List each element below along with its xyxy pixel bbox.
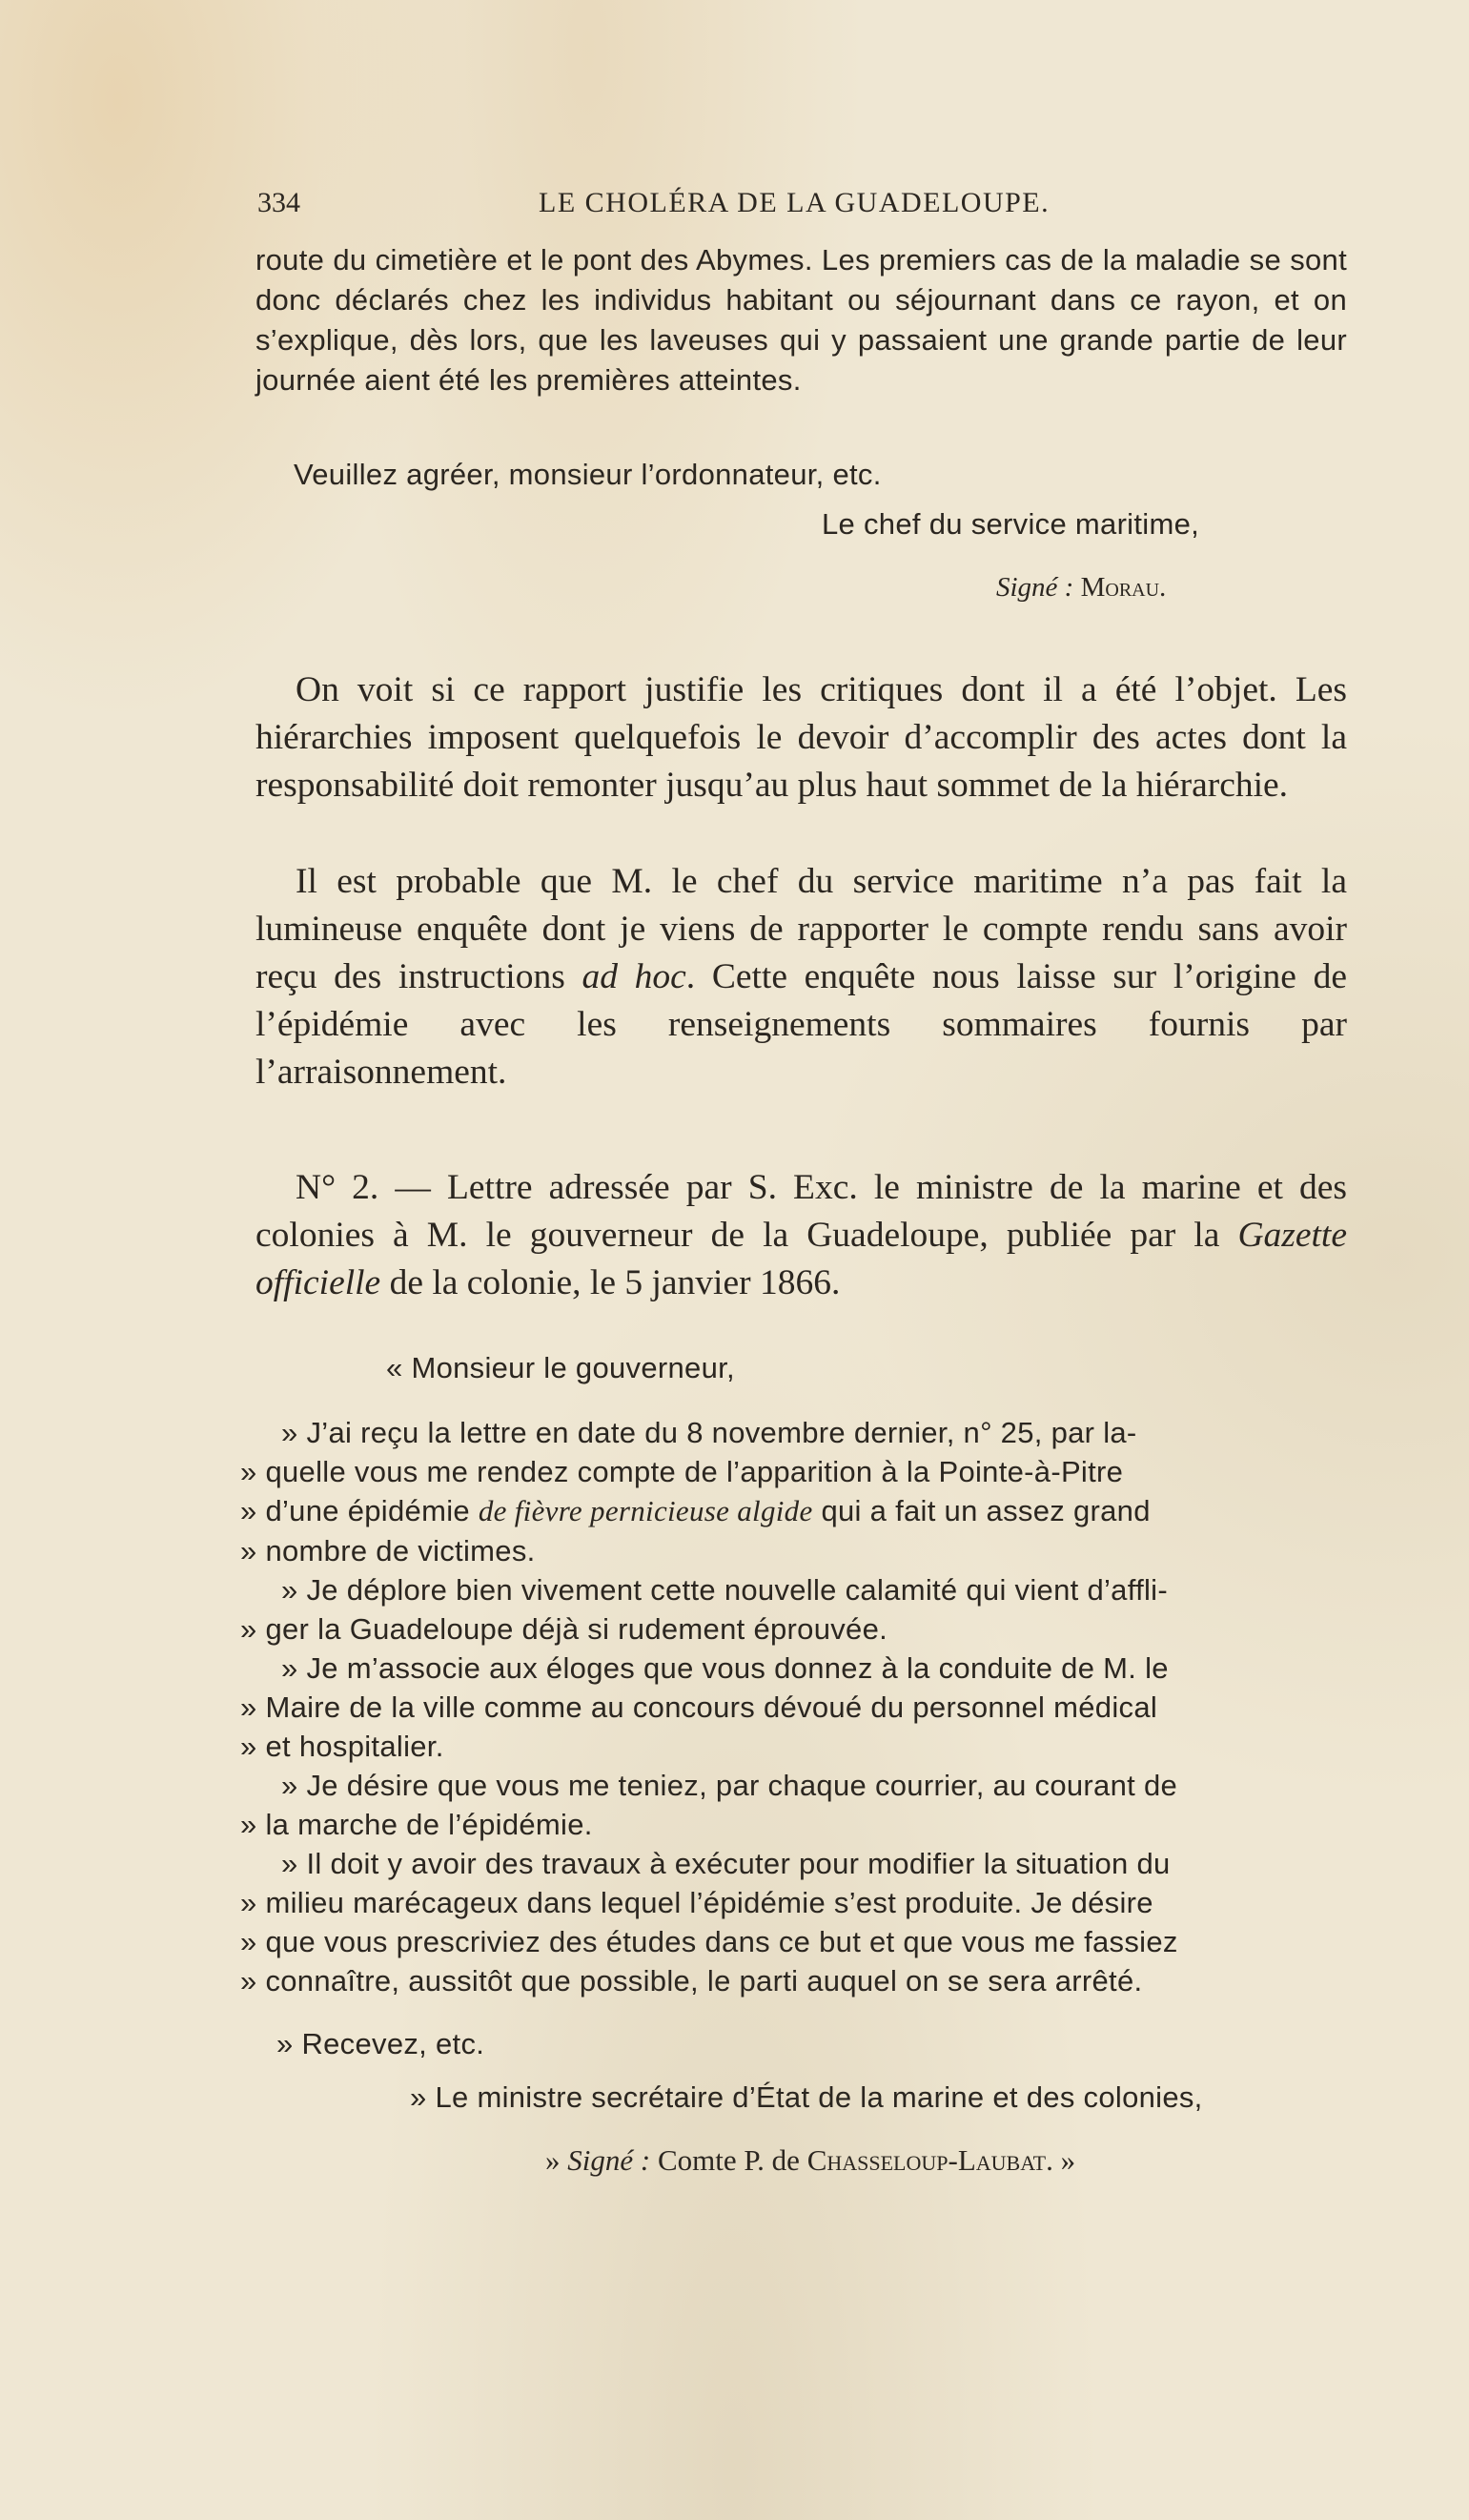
letter2-line-10: » Je désire que vous me teniez, par chaque courrier, au courant de [281,1769,1178,1802]
letter2-line-4: » nombre de victimes. [240,1534,536,1567]
commentary-paragraph-1: On voit si ce rapport justifie les critiques dont il a été l’objet. Les hiérarchies imposent quelquefois le devoir d’accomplir des actes dont la responsabilité doit remonter jusqu’au plus haut sommet de la hiérarchie. [255,670,1347,805]
letter2-line-15: » connaître, aussitôt que possible, le parti auquel on se sera arrêté. [240,1964,1143,1998]
heading-italic: Gazette officielle [255,1216,1347,1302]
sig-name-end: . » [1046,2143,1076,2177]
letter2-line-3 [240,1491,1151,1531]
letter2-line-14: » que vous prescriviez des études dans ce but et que vous me fassiez [240,1925,1178,1958]
line3-end: qui a fait un assez grand [812,1494,1151,1527]
line3-italic: de fièvre pernicieuse algide [478,1494,813,1527]
letter2-line-11: » la marche de l’épidémie. [240,1808,593,1841]
letter1-signer-title: Le chef du service maritime, [822,507,1200,541]
letter2-line-6: » ger la Guadeloupe déjà si rudement éprouvée. [240,1612,888,1646]
signed-label: Signé : [567,2143,651,2177]
letter2-line-13: » milieu marécageux dans lequel l’épidémie s’est produite. Je désire [240,1886,1153,1919]
sig-name-smallcaps: Chasseloup-Laubat [806,2143,1047,2177]
letter-number: N° 2. [296,1168,379,1207]
letter2-line-12: » Il doit y avoir des travaux à exécuter pour modifier la situation du [281,1847,1171,1880]
letter2-line-8: » Maire de la ville comme au concours dévoué du personnel médical [240,1690,1158,1724]
letter2-line-2: » quelle vous me rendez compte de l’apparition à la Pointe-à-Pitre [240,1455,1124,1488]
letter2-line-7: » Je m’associe aux éloges que vous donnez à la conduite de M. le [281,1651,1169,1685]
sig-name-plain: Comte P. de [650,2143,807,2177]
letter2-signer-title: » Le ministre secrétaire d’État de la marine et des colonies, [410,2080,1203,2114]
commentary-p2-text-end: . Cette enquête nous laisse sur l’origine de l’épidémie avec les renseignements sommaires fournis par l’arraisonnement. [255,957,1348,1092]
letter1-signature [996,572,1166,604]
letter2-heading [255,1164,1347,1307]
signer-name: Morau. [1080,572,1167,603]
sig-prefix: » [545,2143,568,2177]
signed-label: Signé : [996,572,1074,603]
letter2-signature [545,2143,1075,2178]
line3-start: » d’une épidémie [240,1494,479,1527]
running-title: LE CHOLÉRA DE LA GUADELOUPE. [539,187,1051,218]
commentary-paragraph-2 [255,858,1347,1096]
letter2-line-5: » Je déplore bien vivement cette nouvelle calamité qui vient d’affli- [281,1573,1168,1607]
letter2-closing: » Recevez, etc. [276,2027,485,2060]
commentary-p2-italic: ad hoc [581,957,686,996]
commentary-p2-text: Il est probable que M. le chef du service maritime n’a pas fait la lumineuse enquête dont je viens de rapporter le compte rendu sans avoir reçu des instructions [255,862,1347,996]
letter2-line-9: » et hospitalier. [240,1730,444,1763]
running-head [257,187,1268,225]
heading-text: — Lettre adressée par S. Exc. le ministre de la marine et des colonies à M. le gouverneur de la Guadeloupe, publiée par la [255,1168,1347,1255]
letter2-salutation: « Monsieur le gouverneur, [386,1351,735,1384]
heading-text-end: de la colonie, le 5 janvier 1866. [380,1263,841,1302]
page-number: 334 [257,187,300,218]
letter1-paragraph: route du cimetière et le pont des Abymes. Les premiers cas de la maladie se sont donc déclarés chez les individus habitant ou séjournant dans ce rayon, et on s’explique, dès lors, que les laveuses qui y passaient une grande partie de leur journée aient été les premières atteintes. [255,243,1347,397]
letter2-line-1: » J’ai reçu la lettre en date du 8 novembre dernier, n° 25, par la- [281,1416,1137,1449]
letter1-closing: Veuillez agréer, monsieur l’ordonnateur, etc. [294,458,882,491]
